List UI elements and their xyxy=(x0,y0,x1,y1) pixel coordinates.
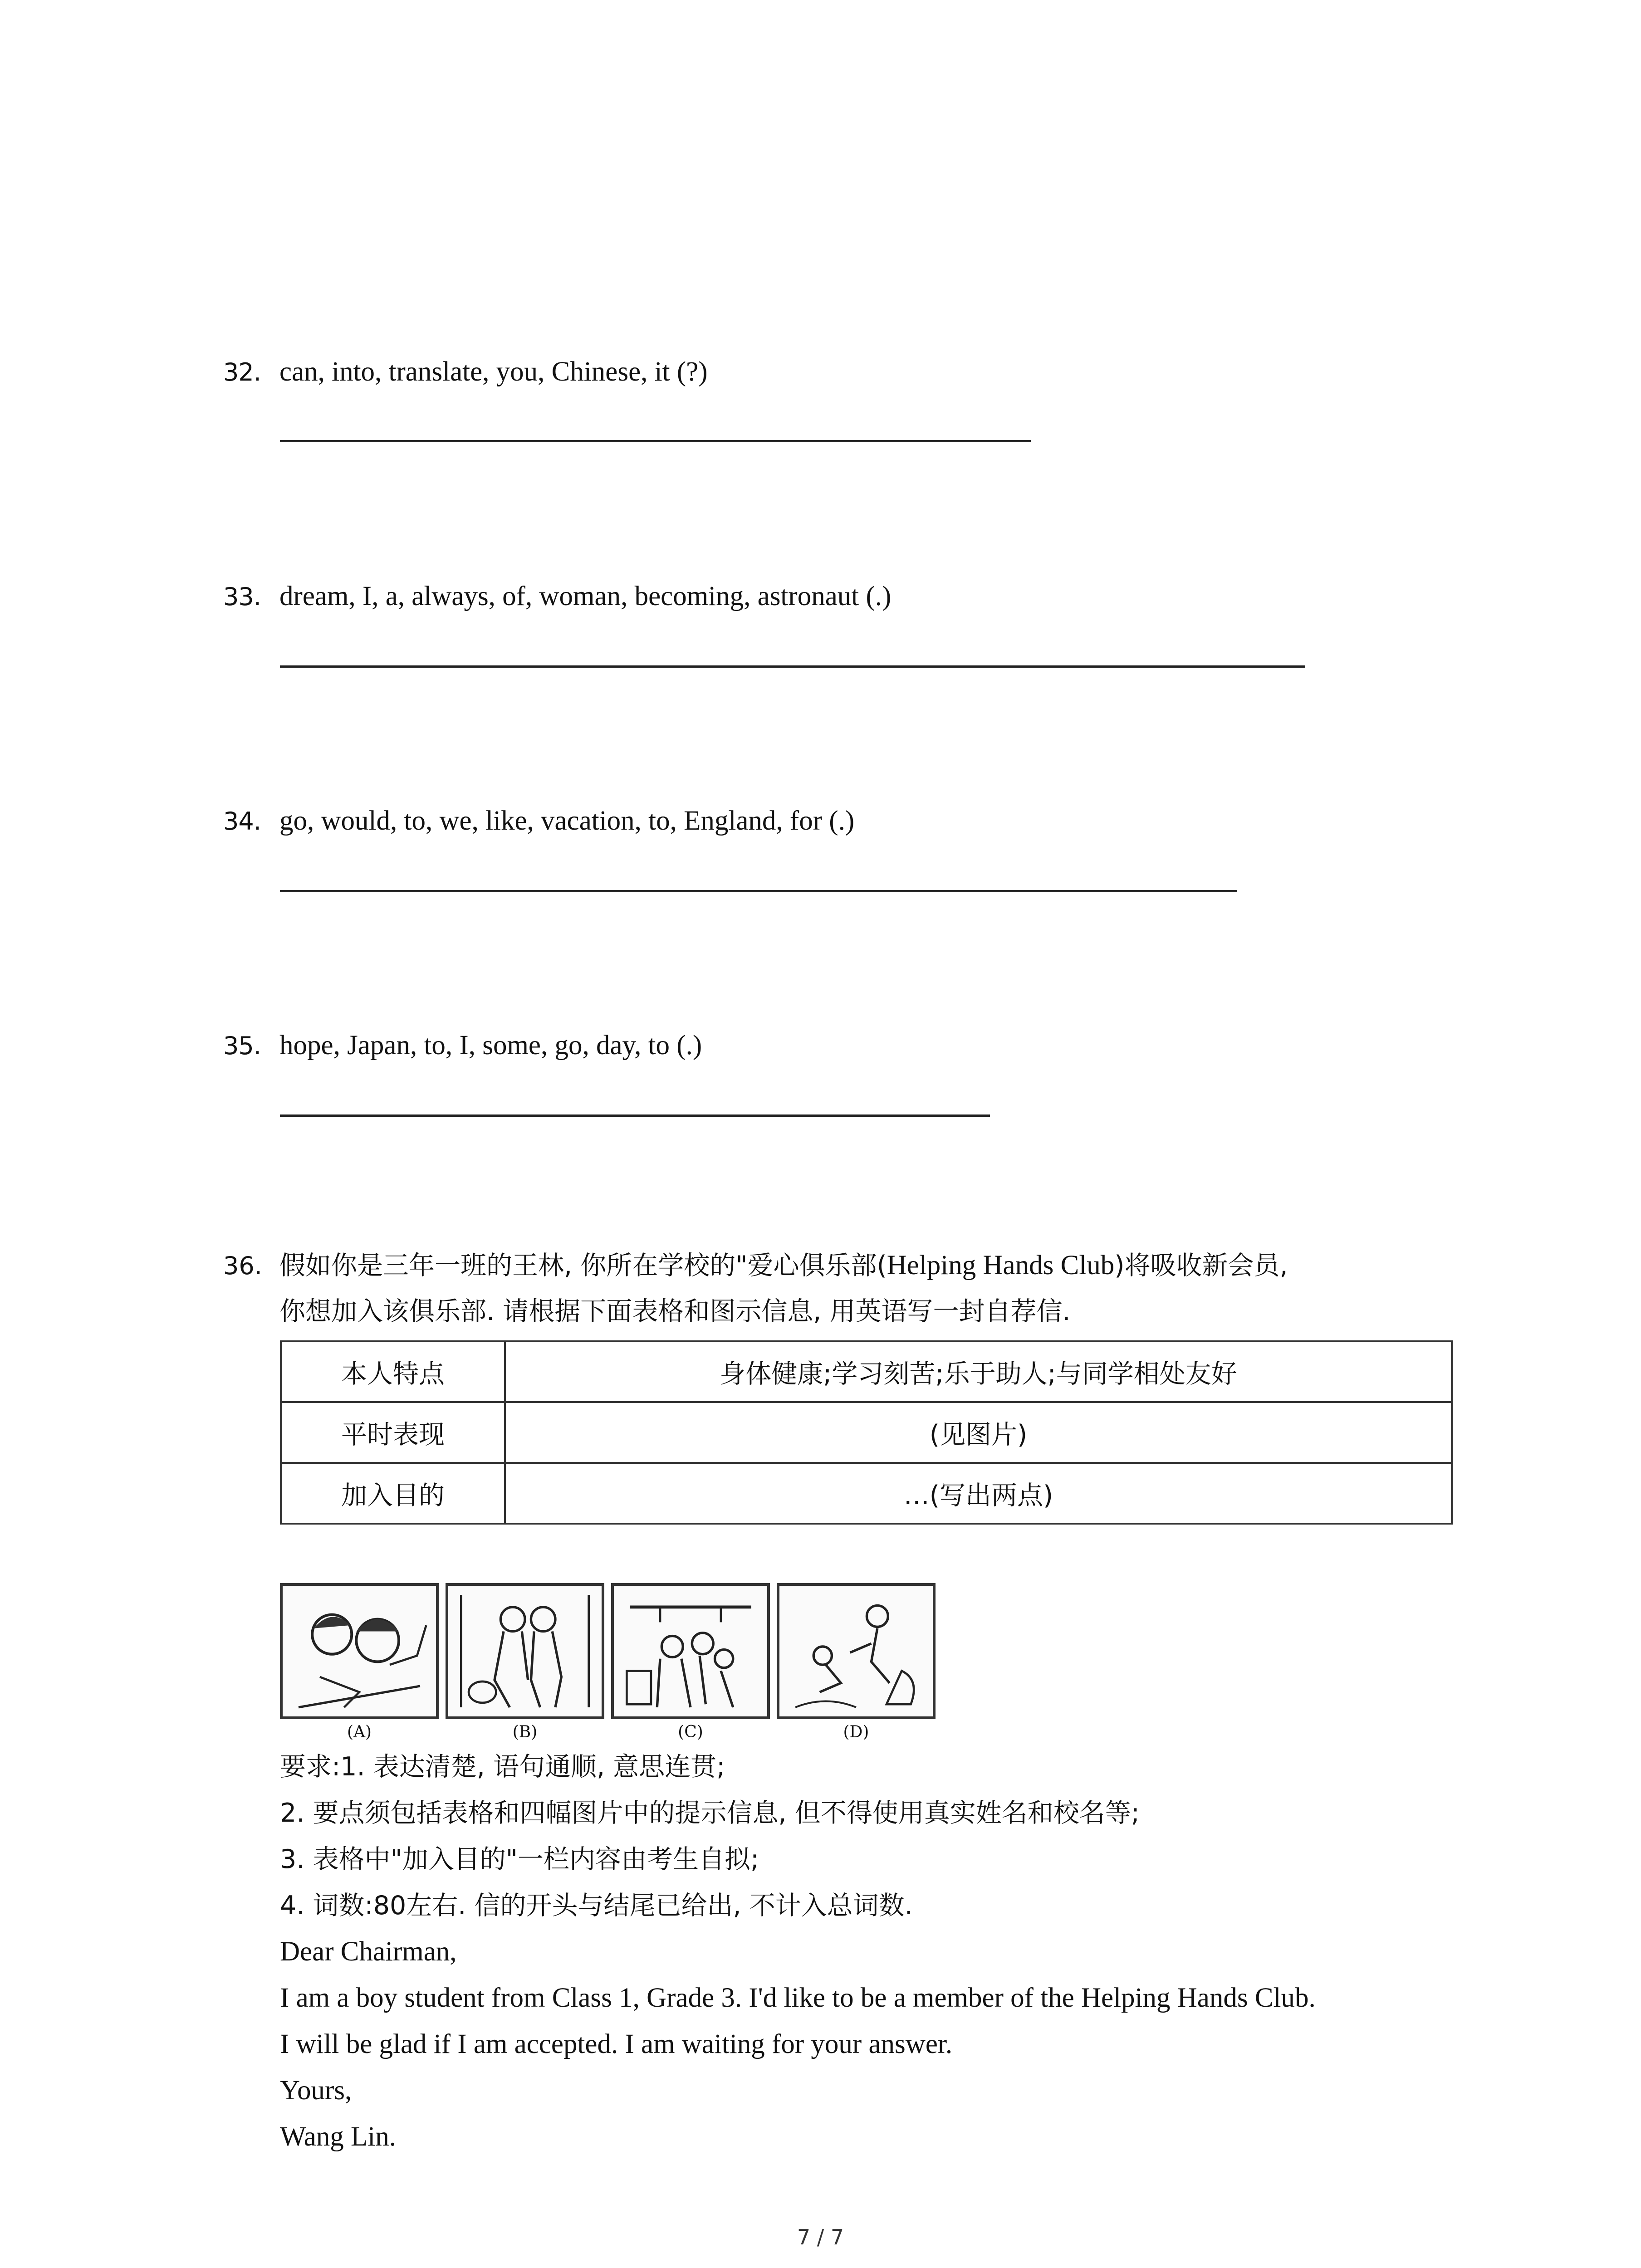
question-prompt: go, would, to, we, like, vacation, to, England, for (.) xyxy=(279,806,855,836)
table-row xyxy=(281,1341,1452,1402)
picture-caption: (A) xyxy=(347,1723,372,1741)
prompt-text: 假如你是三年一班的王林, 你所在学校的"爱心俱乐部( xyxy=(279,1251,887,1281)
letter-body-line: I am a boy student from Class 1, Grade 3. I'd like to be a member of the Helping Hands Club. xyxy=(280,1983,1316,2013)
question-prompt: hope, Japan, to, I, some, go, day, to (.) xyxy=(279,1030,702,1061)
table-row xyxy=(281,1463,1452,1524)
row-label: 加入目的 xyxy=(281,1463,505,1524)
picture-caption: (C) xyxy=(678,1723,703,1741)
row-value: (见图片) xyxy=(505,1402,1452,1463)
club-name: Helping Hands Club xyxy=(887,1250,1115,1281)
question-number: 35. xyxy=(223,1031,261,1060)
question-33 xyxy=(223,578,891,615)
answer-line-35[interactable] xyxy=(280,1114,990,1117)
letter-body-line: I will be glad if I am accepted. I am waiting for your answer. xyxy=(280,2029,953,2059)
letter-greeting: Dear Chairman, xyxy=(280,1936,457,1967)
answer-line-33[interactable] xyxy=(280,665,1305,668)
question-prompt: can, into, translate, you, Chinese, it (?) xyxy=(279,357,708,387)
question-34 xyxy=(223,803,854,840)
bus-seat-illustration xyxy=(614,1586,767,1716)
info-table xyxy=(280,1340,1453,1525)
row-value: 身体健康;学习刻苦;乐于助人;与同学相处友好 xyxy=(505,1341,1452,1402)
answer-line-32[interactable] xyxy=(280,440,1031,442)
question-number: 32. xyxy=(223,358,261,386)
row-label: 平时表现 xyxy=(281,1402,505,1463)
question-number: 36. xyxy=(223,1251,262,1280)
picture-c xyxy=(611,1583,770,1719)
requirement-1: 要求:1. 表达清楚, 语句通顺, 意思连贯; xyxy=(280,1752,725,1782)
row-label: 本人特点 xyxy=(281,1341,505,1402)
picture-caption: (B) xyxy=(512,1723,538,1741)
picture-b xyxy=(446,1583,604,1719)
students-studying-illustration xyxy=(283,1586,436,1716)
picture-d xyxy=(777,1583,936,1719)
question-35 xyxy=(223,1027,702,1064)
row-value: …(写出两点) xyxy=(505,1463,1452,1524)
page-number: 7 / 7 xyxy=(797,2225,844,2249)
question-32 xyxy=(223,354,708,391)
table-row xyxy=(281,1402,1452,1463)
requirement-2: 2. 要点须包括表格和四幅图片中的提示信息, 但不得使用真实姓名和校名等; xyxy=(280,1798,1140,1828)
answer-line-34[interactable] xyxy=(280,890,1237,892)
picture-strip xyxy=(280,1583,938,1741)
requirement-3: 3. 表格中"加入目的"一栏内容由考生自拟; xyxy=(280,1844,759,1874)
letter-closing: Yours, xyxy=(280,2075,352,2106)
helping-person-illustration xyxy=(448,1586,602,1716)
requirement-4: 4. 词数:80左右. 信的开头与结尾已给出, 不计入总词数. xyxy=(280,1891,913,1921)
cleaning-up-illustration xyxy=(779,1586,933,1716)
picture-a xyxy=(280,1583,439,1719)
question-number: 34. xyxy=(223,807,261,836)
question-prompt: dream, I, a, always, of, woman, becoming, astronaut (.) xyxy=(279,581,892,611)
question-number: 33. xyxy=(223,582,261,611)
picture-caption: (D) xyxy=(843,1723,869,1741)
letter-signature: Wang Lin. xyxy=(280,2121,396,2152)
prompt-text: )将吸收新会员, xyxy=(1114,1251,1288,1281)
question-36 xyxy=(223,1243,1475,1334)
question-36-line2: 你想加入该俱乐部. 请根据下面表格和图示信息, 用英语写一封自荐信. xyxy=(279,1296,1071,1326)
question-36-line1 xyxy=(223,1243,1475,1289)
